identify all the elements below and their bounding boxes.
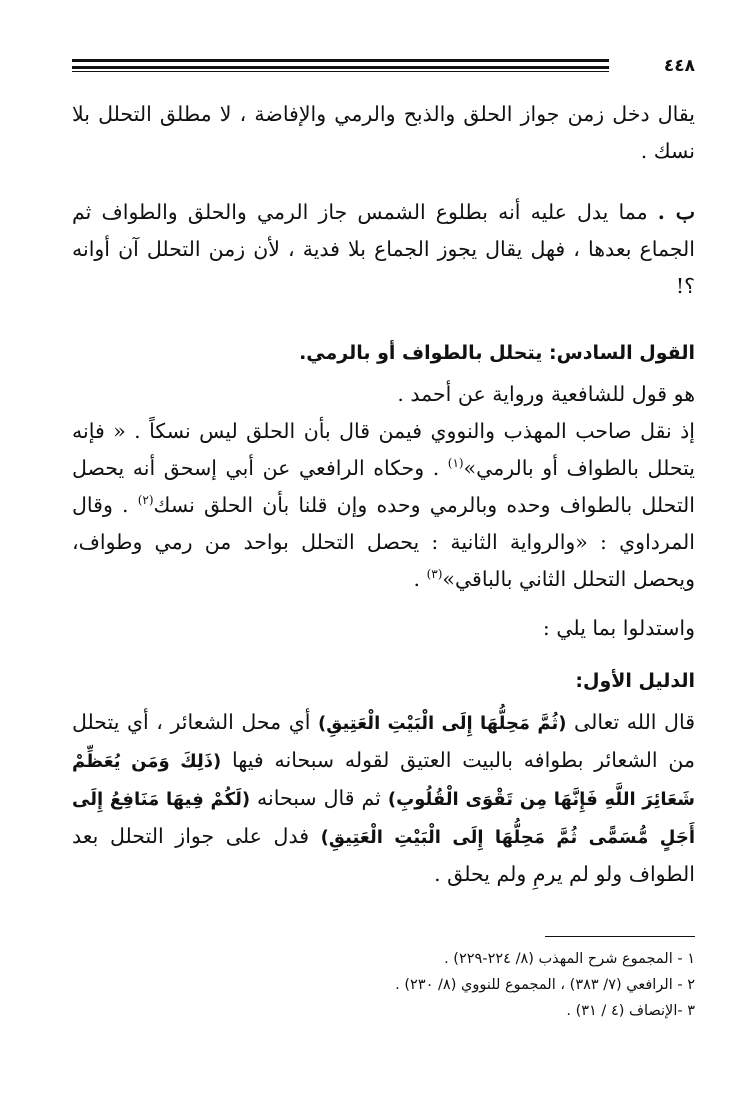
quran-verse-3: (لَكُمْ فِيهَا مَنَافِعُ إِلَى أَجَلٍ مُّسَمًّى ثُمَّ مَحِلُّهَا إِلَى الْبَيْتِ الْعَتِيقِ)	[72, 789, 695, 848]
paragraph-6-part-c: ثم قال سبحانه	[250, 786, 388, 810]
page-header	[72, 56, 695, 76]
paragraph-2-text: مما يدل عليه أنه بطلوع الشمس جاز الرمي والحلق والطواف ثم الجماع بعدها ، فهل يقال يجوز الجماع بلا فدية ، لأن زمن التحلل آن أوانه ؟!	[72, 200, 695, 298]
footnote-1: ١ - المجموع شرح المهذب (٨/ ٢٢٤-٢٢٩) .	[444, 951, 695, 967]
page-number: ٤٤٨	[663, 56, 695, 76]
paragraph-6-part-b: أي محل الشعائر ، أي يتحلل من الشعائر بطوافه بالبيت العتيق لقوله سبحانه فيها	[72, 710, 696, 772]
footnote-ref-2[interactable]: (٢)	[137, 493, 154, 508]
paragraph-1: يقال دخل زمن جواز الحلق والذبح والرمي والإفاضة ، لا مطلق التحلل بلا نسك .	[72, 102, 695, 163]
paragraph-3: هو قول للشافعية ورواية عن أحمد .	[397, 382, 695, 406]
quran-verse-1: (ثُمَّ مَحِلُّهَا إِلَى الْبَيْتِ الْعَتِيقِ)	[318, 713, 567, 734]
header-rule-middle	[72, 66, 609, 69]
footnote-separator	[545, 936, 695, 937]
footnote-2: ٢ - الرافعي (٧/ ٣٨٣) ، المجموع للنووي (٨/ ٢٣٠) .	[395, 977, 695, 993]
paragraph-5: واستدلوا بما يلي :	[542, 616, 695, 640]
paragraph-4	[72, 413, 695, 598]
paragraph-marker-b: ب .	[657, 200, 695, 224]
page-body	[72, 96, 695, 893]
footnote-ref-1[interactable]: (١)	[447, 456, 464, 471]
section-heading-sixth-opinion: القول السادس: يتحلل بالطواف أو بالرمي.	[299, 342, 695, 364]
footnote-ref-3[interactable]: (٣)	[426, 567, 443, 582]
paragraph-4-part-b: . وحكاه الرافعي عن أبي إسحق أنه يحصل التحلل بالطواف وحده وبالرمي وحده وإن قلنا بأن الحلق نسك	[72, 456, 695, 517]
footnotes	[72, 946, 695, 1024]
paragraph-2	[72, 194, 695, 305]
paragraph-6-part-d: فدل على جواز التحلل بعد الطواف ولو لم يرمِ ولم يحلق .	[72, 824, 695, 886]
header-rule-bottom	[72, 71, 609, 72]
paragraph-6-part-a: قال الله تعالى	[566, 710, 696, 734]
paragraph-4-part-a: إذ نقل صاحب المهذب والنووي فيمن قال بأن الحلق ليس نسكاً . « فإنه يتحلل بالطواف أو بالرمي»	[72, 419, 695, 480]
footnote-3: ٣ -الإنصاف (٤ / ٣١) .	[566, 1003, 695, 1019]
paragraph-6	[72, 704, 695, 893]
paragraph-4-part-c: . وقال المرداوي : «والرواية الثانية : يحصل التحلل بواحد من رمي وطواف، ويحصل التحلل الثاني بالباقي»	[72, 493, 695, 591]
quran-verse-2: (ذَلِكَ وَمَن يُعَظِّمْ شَعَائِرَ اللَّهِ فَإِنَّهَا مِن تَقْوَى الْقُلُوبِ)	[72, 751, 695, 810]
paragraph-4-part-d: .	[413, 567, 427, 591]
section-heading-first-evidence: الدليل الأول:	[575, 670, 695, 692]
header-rule-top	[72, 59, 609, 62]
